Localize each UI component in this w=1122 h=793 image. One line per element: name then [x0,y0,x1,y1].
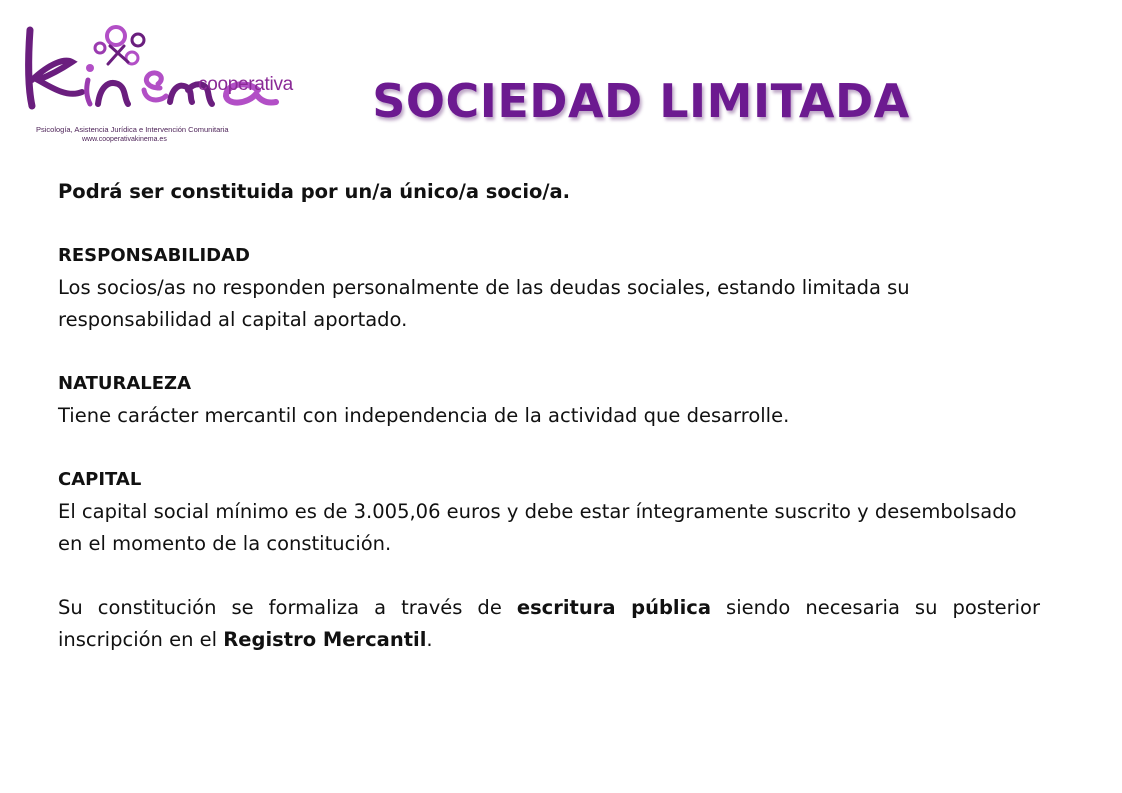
section-body-naturaleza: Tiene carácter mercantil con independencia de la actividad que desarrolle. [58,404,790,427]
closing-paragraph [58,592,1040,656]
section-heading-naturaleza: NATURALEZA [58,373,192,394]
intro-text: Podrá ser constituida por un/a único/a socio/a. [58,180,571,203]
page-title: SOCIEDAD LIMITADA [372,74,910,128]
section-body-responsabilidad: Los socios/as no responden personalmente de las deudas sociales, estando limitada su responsabilidad al capital aportado. [58,276,910,331]
closing-text-3: . [426,628,433,651]
content-body [58,176,1040,656]
section-body-capital: El capital social mínimo es de 3.005,06 euros y debe estar íntegramente suscrito y desembolsado en el momento de la constitución. [58,500,1017,555]
section-heading-responsabilidad: RESPONSABILIDAD [58,245,250,266]
section-heading-capital: CAPITAL [58,469,142,490]
closing-text-1: Su constitución se formaliza a través de [58,596,517,619]
logo-tagline: Psicología, Asistencia Jurídica e Intervención Comunitaria [36,125,229,134]
logo-cooperativa: cooperativa [198,74,293,95]
closing-bold-escritura: escritura pública [516,596,712,619]
logo-url: www.cooperativakinema.es [82,136,167,143]
closing-bold-registro: Registro Mercantil [223,628,427,651]
closing-text-2: siendo necesaria su posterior inscripción en el [58,596,1040,651]
